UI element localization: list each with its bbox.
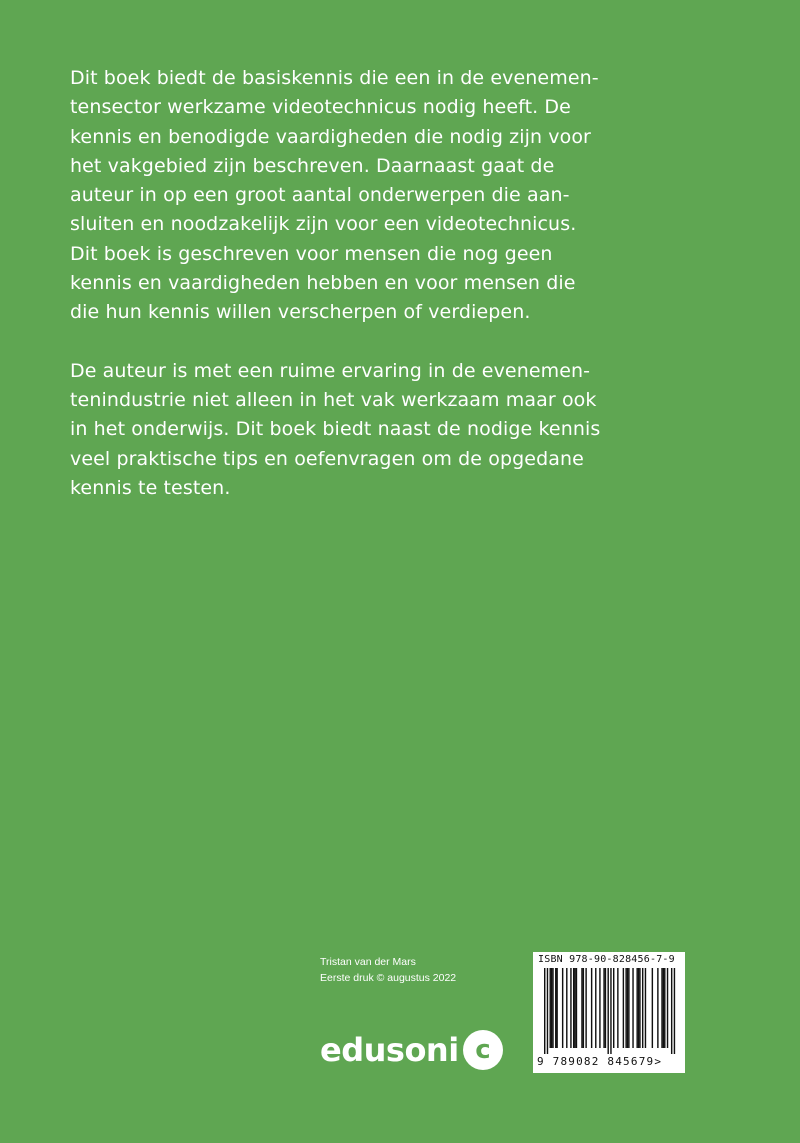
barcode-bar — [605, 968, 606, 1048]
barcode-bar — [585, 968, 586, 1048]
barcode-bar — [642, 968, 643, 1048]
barcode-bar — [550, 968, 551, 1048]
blurb-line: tensector werkzame videotechnicus nodig heeft. De — [70, 96, 571, 119]
blurb-paragraph-1 — [70, 64, 630, 328]
barcode-bar — [581, 968, 582, 1048]
barcode-guard-bar — [610, 968, 611, 1054]
barcode-bar — [599, 968, 600, 1048]
barcode-guard-bar — [547, 968, 548, 1054]
barcode-bar — [574, 968, 575, 1048]
blurb-line: kennis te testen. — [70, 476, 231, 499]
ean-digits: 9 789082 845679 — [537, 1055, 655, 1068]
barcode-bar — [661, 968, 662, 1048]
blurb-line: het vakgebied zijn beschreven. Daarnaast gaat de — [70, 154, 555, 177]
blurb-line: auteur in op een groot aantal onderwerpen die aan- — [70, 184, 570, 207]
barcode-guard-bar — [544, 968, 545, 1054]
barcode-bar — [628, 968, 629, 1048]
barcode-bar — [638, 968, 639, 1048]
barcode-bar — [657, 968, 658, 1048]
barcode-bar — [562, 968, 563, 1048]
barcode-bar — [627, 968, 628, 1048]
barcode-bar — [667, 968, 668, 1048]
barcode-bar — [663, 968, 664, 1048]
blurb-line: tenindustrie niet alleen in het vak werkzaam maar ook — [70, 388, 597, 411]
barcode-bar — [632, 968, 633, 1048]
barcode-bar — [591, 968, 592, 1048]
publisher-logo — [320, 1027, 506, 1073]
barcode-bar — [664, 968, 665, 1048]
barcode-digits — [537, 1055, 662, 1068]
barcode-bar — [639, 968, 640, 1048]
barcode-bar — [617, 968, 618, 1048]
barcode-bar — [573, 968, 574, 1048]
blurb-line: kennis en vaardigheden hebben en voor mensen die — [70, 272, 576, 295]
barcode-bar — [652, 968, 653, 1048]
author-name: Tristan van der Mars — [320, 956, 416, 968]
blurb-paragraph-2 — [70, 357, 630, 503]
barcode-bar — [595, 968, 596, 1048]
logo-mark-letter: c — [474, 1035, 491, 1065]
barcode-bar — [645, 968, 646, 1048]
blurb-line: Dit boek biedt de basiskennis die een in de evenemen- — [70, 67, 599, 89]
barcode-guard-bar — [607, 968, 608, 1054]
barcode-bar — [636, 968, 637, 1048]
publication-credits — [320, 954, 456, 986]
barcode-guard-bar — [671, 968, 672, 1054]
blurb-line: die hun kennis willen verscherpen of verdiepen. — [70, 301, 531, 324]
barcode-bar — [570, 968, 571, 1048]
blurb-line: De auteur is met een ruime ervaring in de evenemen- — [70, 359, 591, 382]
barcode-guard-bar — [674, 968, 675, 1054]
blurb-line: kennis en benodigde vaardigheden die nodig zijn voor — [70, 125, 591, 148]
barcode-bar — [556, 968, 557, 1048]
barcode-bar — [555, 968, 556, 1048]
blurb-line: sluiten en noodzakelijk zijn voor een videotechnicus. — [70, 213, 577, 236]
edition-info: Eerste druk © augustus 2022 — [320, 972, 457, 984]
barcode-bar — [576, 968, 577, 1048]
isbn-barcode — [533, 952, 685, 1073]
ean13-barcode-bars — [533, 968, 685, 1054]
barcode-bar — [583, 968, 584, 1048]
isbn-label: ISBN 978-90-828456-7-9 — [538, 954, 675, 965]
blurb-line: Dit boek is geschreven voor mensen die nog geen — [70, 242, 553, 265]
barcode-bar — [551, 968, 552, 1048]
barcode-bar — [625, 968, 626, 1048]
blurb-line: veel praktische tips en oefenvragen om de opgedane — [70, 447, 584, 470]
barcode-bar — [623, 968, 624, 1048]
back-cover-blurb — [70, 64, 630, 532]
barcode-bar — [603, 968, 604, 1048]
barcode-bar — [566, 968, 567, 1048]
circle-c-logo-icon — [460, 1027, 506, 1073]
blurb-line: in het onderwijs. Dit boek biedt naast de nodige kennis — [70, 418, 601, 441]
publisher-name: edusoni — [320, 1031, 459, 1069]
quiet-zone-marker: > — [654, 1055, 663, 1068]
barcode-bar — [552, 968, 553, 1048]
barcode-bar — [613, 968, 614, 1048]
